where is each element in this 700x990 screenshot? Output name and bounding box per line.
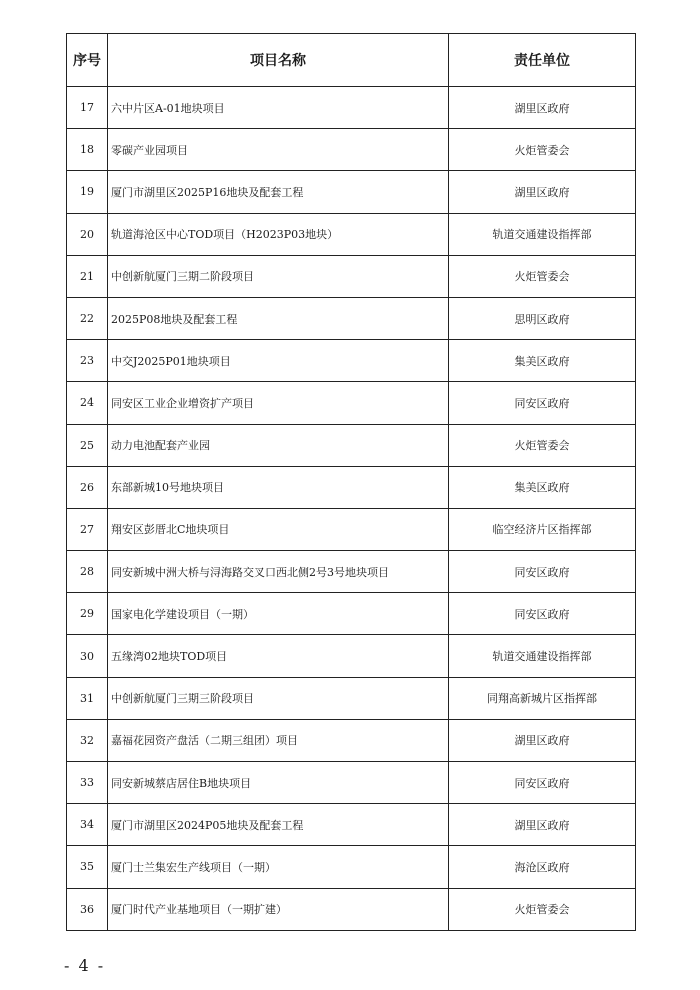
serial-number-cell: 26 <box>67 466 108 508</box>
responsible-unit-cell: 集美区政府 <box>449 466 636 508</box>
project-name-cell: 同安新城蔡店居住B地块项目 <box>108 762 449 804</box>
table-row <box>67 129 636 171</box>
responsible-unit-cell: 湖里区政府 <box>449 87 636 129</box>
serial-number-cell: 32 <box>67 719 108 761</box>
serial-number-cell: 33 <box>67 762 108 804</box>
table-row <box>67 255 636 297</box>
responsible-unit-cell: 火炬管委会 <box>449 129 636 171</box>
header-responsible-unit: 责任单位 <box>449 34 636 87</box>
table-row <box>67 213 636 255</box>
responsible-unit-cell: 同翔高新城片区指挥部 <box>449 677 636 719</box>
serial-number-cell: 30 <box>67 635 108 677</box>
serial-number-cell: 31 <box>67 677 108 719</box>
header-serial-number: 序号 <box>67 34 108 87</box>
project-name-cell: 轨道海沧区中心TOD项目（H2023P03地块） <box>108 213 449 255</box>
table-row <box>67 804 636 846</box>
serial-number-cell: 25 <box>67 424 108 466</box>
page-number: - 4 - <box>64 956 106 975</box>
project-name-cell: 厦门士兰集宏生产线项目（一期） <box>108 846 449 888</box>
table-row <box>67 171 636 213</box>
responsible-unit-cell: 临空经济片区指挥部 <box>449 508 636 550</box>
table-header-row <box>67 34 636 87</box>
table-row <box>67 508 636 550</box>
project-name-cell: 六中片区A-01地块项目 <box>108 87 449 129</box>
serial-number-cell: 29 <box>67 593 108 635</box>
responsible-unit-cell: 海沧区政府 <box>449 846 636 888</box>
table-row <box>67 677 636 719</box>
responsible-unit-cell: 同安区政府 <box>449 593 636 635</box>
serial-number-cell: 21 <box>67 255 108 297</box>
table-row <box>67 762 636 804</box>
project-name-cell: 国家电化学建设项目（一期） <box>108 593 449 635</box>
table-row <box>67 635 636 677</box>
table-row <box>67 87 636 129</box>
responsible-unit-cell: 湖里区政府 <box>449 171 636 213</box>
responsible-unit-cell: 火炬管委会 <box>449 424 636 466</box>
table-row <box>67 297 636 339</box>
serial-number-cell: 23 <box>67 340 108 382</box>
serial-number-cell: 28 <box>67 551 108 593</box>
responsible-unit-cell: 火炬管委会 <box>449 888 636 930</box>
project-name-cell: 厦门时代产业基地项目（一期扩建） <box>108 888 449 930</box>
serial-number-cell: 17 <box>67 87 108 129</box>
serial-number-cell: 24 <box>67 382 108 424</box>
table-row <box>67 466 636 508</box>
responsible-unit-cell: 湖里区政府 <box>449 719 636 761</box>
project-name-cell: 东部新城10号地块项目 <box>108 466 449 508</box>
header-project-name: 项目名称 <box>108 34 449 87</box>
project-table <box>66 33 636 931</box>
serial-number-cell: 20 <box>67 213 108 255</box>
project-name-cell: 同安区工业企业增资扩产项目 <box>108 382 449 424</box>
serial-number-cell: 18 <box>67 129 108 171</box>
serial-number-cell: 34 <box>67 804 108 846</box>
project-name-cell: 同安新城中洲大桥与浔海路交叉口西北侧2号3号地块项目 <box>108 551 449 593</box>
table-row <box>67 593 636 635</box>
table-row <box>67 551 636 593</box>
serial-number-cell: 19 <box>67 171 108 213</box>
table-body <box>67 87 636 931</box>
project-name-cell: 厦门市湖里区2025P16地块及配套工程 <box>108 171 449 213</box>
responsible-unit-cell: 轨道交通建设指挥部 <box>449 635 636 677</box>
project-name-cell: 中创新航厦门三期三阶段项目 <box>108 677 449 719</box>
table-row <box>67 888 636 930</box>
project-name-cell: 厦门市湖里区2024P05地块及配套工程 <box>108 804 449 846</box>
project-name-cell: 2025P08地块及配套工程 <box>108 297 449 339</box>
serial-number-cell: 36 <box>67 888 108 930</box>
project-name-cell: 五缘湾02地块TOD项目 <box>108 635 449 677</box>
project-name-cell: 中交J2025P01地块项目 <box>108 340 449 382</box>
responsible-unit-cell: 湖里区政府 <box>449 804 636 846</box>
project-name-cell: 零碳产业园项目 <box>108 129 449 171</box>
table-row <box>67 719 636 761</box>
responsible-unit-cell: 集美区政府 <box>449 340 636 382</box>
serial-number-cell: 35 <box>67 846 108 888</box>
project-name-cell: 动力电池配套产业园 <box>108 424 449 466</box>
serial-number-cell: 22 <box>67 297 108 339</box>
responsible-unit-cell: 火炬管委会 <box>449 255 636 297</box>
responsible-unit-cell: 思明区政府 <box>449 297 636 339</box>
table-row <box>67 424 636 466</box>
project-name-cell: 嘉福花园资产盘活（二期三组团）项目 <box>108 719 449 761</box>
responsible-unit-cell: 同安区政府 <box>449 551 636 593</box>
table-row <box>67 846 636 888</box>
table-row <box>67 340 636 382</box>
project-name-cell: 翔安区彭厝北C地块项目 <box>108 508 449 550</box>
responsible-unit-cell: 同安区政府 <box>449 382 636 424</box>
responsible-unit-cell: 同安区政府 <box>449 762 636 804</box>
serial-number-cell: 27 <box>67 508 108 550</box>
table-row <box>67 382 636 424</box>
project-name-cell: 中创新航厦门三期二阶段项目 <box>108 255 449 297</box>
responsible-unit-cell: 轨道交通建设指挥部 <box>449 213 636 255</box>
